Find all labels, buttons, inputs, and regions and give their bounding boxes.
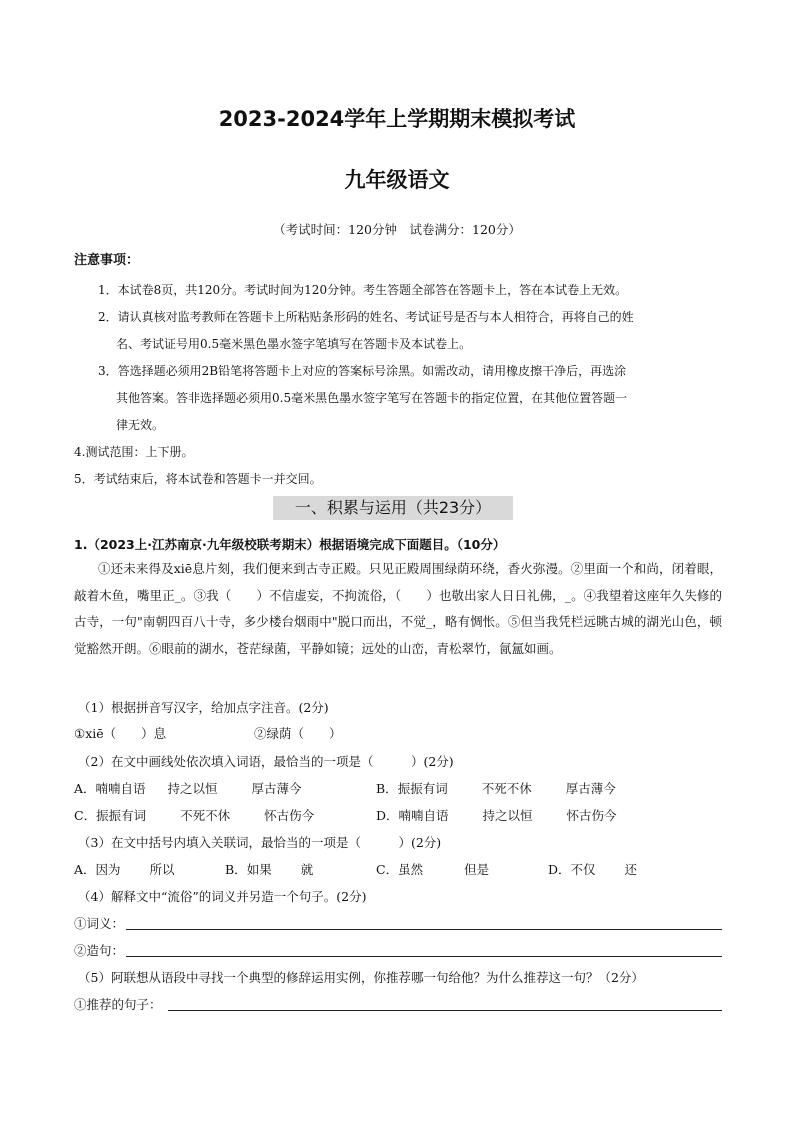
option-label: C． (74, 808, 97, 823)
q1-passage: ①还未来得及xiē息片刻，我们便来到古寺正殿。只见正殿周围绿荫环绕，香火弥漫。②里面一个和尚，闭着眼，敲着木鱼，嘴里正_。③我（ ）不信虚妄，不拘流俗，（ ）也敬出家人日日礼佛，_。④我望着这座年久失修的古寺，一句"南朝四百八十寺，多少楼台烟雨中"脱口而出，不觉_，略有惆怅。⑤但当我凭栏远眺古城的湖光山色，顿觉豁然开朗。⑥眼前的湖水，苍茫绿菌，平静如镜；远处的山峦，青松翠竹，氤氲如画。 (74, 561, 722, 656)
notice-item-3-end: 律无效。 (116, 418, 165, 432)
exam-subtitle: 九年级语文 (344, 168, 450, 192)
q1-sub2-option-b[interactable] (376, 779, 616, 797)
q1-sub4-prompt: （4）解释文中“流俗”的词义并另造一个句子。(2分) (78, 889, 367, 904)
q1-sub4-sentence-answer-line[interactable] (126, 956, 722, 957)
option-word: 因为 (95, 862, 121, 877)
q1-sub5-prompt: （5）阿联想从语段中寻找一个典型的修辞运用实例，你推荐哪一句给他？为什么推荐这一句？（2分） (78, 970, 644, 985)
notice-item-2-cont: 名、考试证号用0.5毫米黑色墨水签字笔填写在答题卡及本试卷上。 (116, 337, 472, 351)
option-word: 喃喃自语 (95, 781, 146, 796)
option-word: 虽然 (398, 862, 424, 877)
q1-sub2-option-c[interactable] (74, 806, 314, 824)
option-word: 持之以恒 (167, 781, 218, 796)
option-label: A． (74, 781, 96, 796)
option-word: 如果 (246, 862, 272, 877)
q1-sub1-prompt: （1）根据拼音写汉字，给加点字注音。(2分) (78, 700, 329, 715)
option-label: B． (225, 862, 247, 877)
q1-sub1-a: ①xiē（ ）息 (74, 726, 167, 741)
option-word: 不死不休 (180, 808, 231, 823)
option-word: 振振有词 (96, 808, 147, 823)
option-label: B． (376, 781, 398, 796)
option-word: 振振有词 (397, 781, 448, 796)
option-word: 还 (624, 862, 638, 877)
q1-sub3-option-b[interactable] (225, 860, 313, 878)
option-word: 就 (300, 862, 314, 877)
option-word: 所以 (149, 862, 175, 877)
option-word: 厚古薄今 (251, 781, 302, 796)
option-word: 怀古伤今 (264, 808, 315, 823)
notice-item-5: 5．考试结束后，将本试卷和答题卡一并交回。 (74, 472, 322, 486)
option-word: 喃喃自语 (398, 808, 449, 823)
q1-sub2-prompt: （2）在文中画线处依次填入词语，最恰当的一项是（ ）(2分) (78, 754, 454, 769)
q1-sub3-option-c[interactable] (376, 860, 489, 878)
q1-sub5-rec-answer-line[interactable] (168, 1010, 722, 1011)
q1-sub2-option-d[interactable] (376, 806, 617, 824)
notice-item-2: 2．请认真核对监考教师在答题卡上所粘贴条形码的姓名、考试证号是否与本人相符合，再将自己的姓 (98, 310, 634, 324)
option-word: 不死不休 (481, 781, 532, 796)
q1-sub4-meaning-label: ①词义： (74, 916, 125, 931)
q1-sub3-prompt: （3）在文中括号内填入关联词，最恰当的一项是（ ）(2分) (78, 835, 442, 850)
option-label: D． (376, 808, 399, 823)
option-label: A． (74, 862, 96, 877)
notice-item-3-cont: 其他答案。答非选择题必须用0.5毫米黑色墨水签字笔写在答题卡的指定位置，在其他位置答题一 (116, 391, 628, 405)
q1-sub5-rec-label: ①推荐的句子： (74, 997, 162, 1012)
notice-heading: 注意事项： (74, 253, 140, 268)
q1-stem: 1.（2023上·江苏南京·九年级校联考期末）根据语境完成下面题目。（10分） (74, 537, 506, 552)
notice-item-3: 3．答选择题必须用2B铅笔将答题卡上对应的答案标号涂黑。如需改动，请用橡皮擦干净后，再选涂 (98, 364, 627, 378)
q1-sub3-option-a[interactable] (74, 860, 175, 878)
option-word: 不仅 (570, 862, 596, 877)
option-word: 怀古伤今 (566, 808, 617, 823)
q1-sub1-b: ②绿荫（ ） (254, 726, 342, 741)
exam-title: 2023-2024学年上学期期末模拟考试 (218, 107, 576, 131)
q1-sub4-sentence-label: ②造句： (74, 943, 125, 958)
notice-item-4: 4.测试范围：上下册。 (74, 445, 194, 459)
q1-sub4-meaning-answer-line[interactable] (126, 929, 722, 930)
notice-item-1: 1．本试卷8页，共120分。考试时间为120分钟。考生答题全部答在答题卡上，答在本试卷上无效。 (98, 283, 628, 297)
section-1-title: 一、积累与运用（共23分） (273, 496, 513, 520)
option-word: 厚古薄今 (565, 781, 616, 796)
option-word: 但是 (464, 862, 490, 877)
option-label: C． (376, 862, 399, 877)
option-word: 持之以恒 (482, 808, 533, 823)
q1-sub2-option-a[interactable] (74, 779, 302, 797)
option-label: D． (548, 862, 571, 877)
q1-sub3-option-d[interactable] (548, 860, 637, 878)
exam-meta: （考试时间：120分钟 试卷满分：120分） (273, 222, 521, 237)
